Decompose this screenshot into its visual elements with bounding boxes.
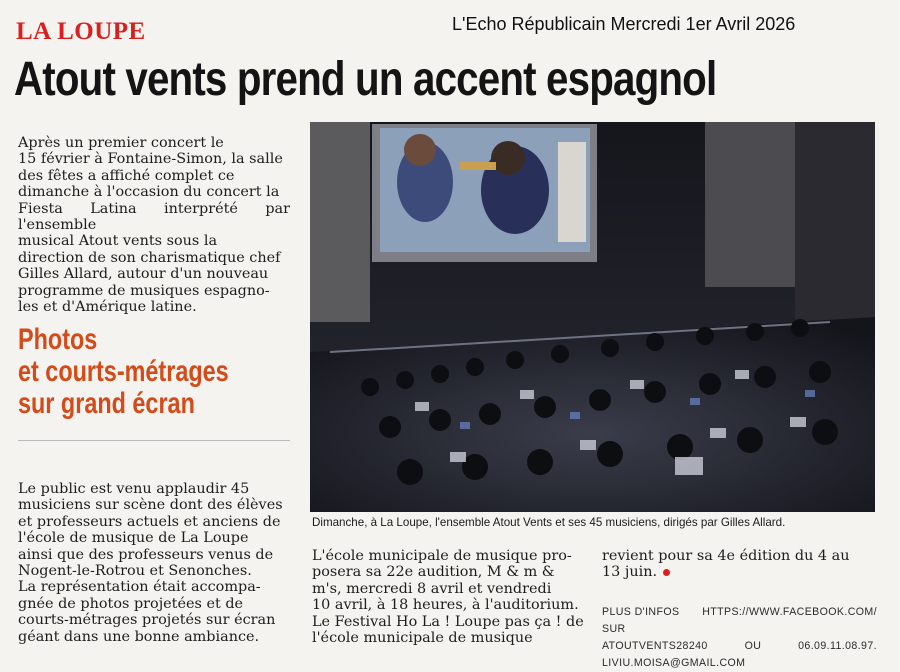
- body-right-paragraph: [602, 548, 877, 581]
- photo-caption: Dimanche, à La Loupe, l'ensemble Atout Vents et ses 45 musiciens, dirigés par Gilles Allard.: [312, 516, 786, 529]
- intro-paragraph: Après un premier concert le 15 février à Fontaine-Simon, la salle des fêtes a affiché complet ce dimanche à l'occasion du concert la Fiesta Latina interprété par l'ensemble musical Atout vents sous la direction de son charismatique chef Gilles Allard, autour d'un nouveau programme de musiques espagno- les et d'Amérique latine.: [18, 135, 290, 316]
- more-info-box: [602, 604, 877, 672]
- body-right-text: revient pour sa 4e édition du 4 au 13 juin.: [602, 548, 850, 581]
- facebook-link[interactable]: HTTPS://WWW.FACEBOOK.COM/: [702, 606, 877, 618]
- info-or: OU: [744, 640, 762, 652]
- body-left-paragraph: Le public est venu applaudir 45 musiciens sur scène dont des élèves et professeurs actuels et anciens de l'école de musique de La Loupe ainsi que des professeurs venus de Nogent-le-Rotrou et Senonches. La représentation était accompa- gnée de photos projetées et de courts-métrages projetés sur écran géant dans une bonne ambiance.: [18, 481, 283, 645]
- body-middle-paragraph: L'école municipale de musique pro- posera sa 22e audition, M & m & m's, mercredi 8 avril et vendredi 10 avril, à 18 heures, à l'auditorium. Le Festival Ho La ! Loupe pas ça ! de l'école municipale de musique: [312, 548, 584, 647]
- concert-photo-illustration: [310, 122, 875, 512]
- subheading: Photos et courts-métrages sur grand écran: [18, 323, 229, 420]
- newspaper-source-date: L'Echo Républicain Mercredi 1er Avril 2026: [452, 14, 796, 34]
- article-headline: Atout vents prend un accent espagnol: [14, 53, 717, 106]
- facebook-handle[interactable]: ATOUTVENTS28240: [602, 640, 708, 652]
- concert-photo: [310, 122, 875, 512]
- info-label: PLUS D'INFOS SUR: [602, 606, 680, 635]
- email-link[interactable]: LIVIU.MOISA@GMAIL.COM: [602, 657, 746, 669]
- phone-number: 06.09.11.08.97.: [798, 640, 877, 652]
- end-of-article-dot-icon: [663, 569, 670, 576]
- divider: [18, 440, 290, 441]
- section-label: LA LOUPE: [16, 18, 146, 45]
